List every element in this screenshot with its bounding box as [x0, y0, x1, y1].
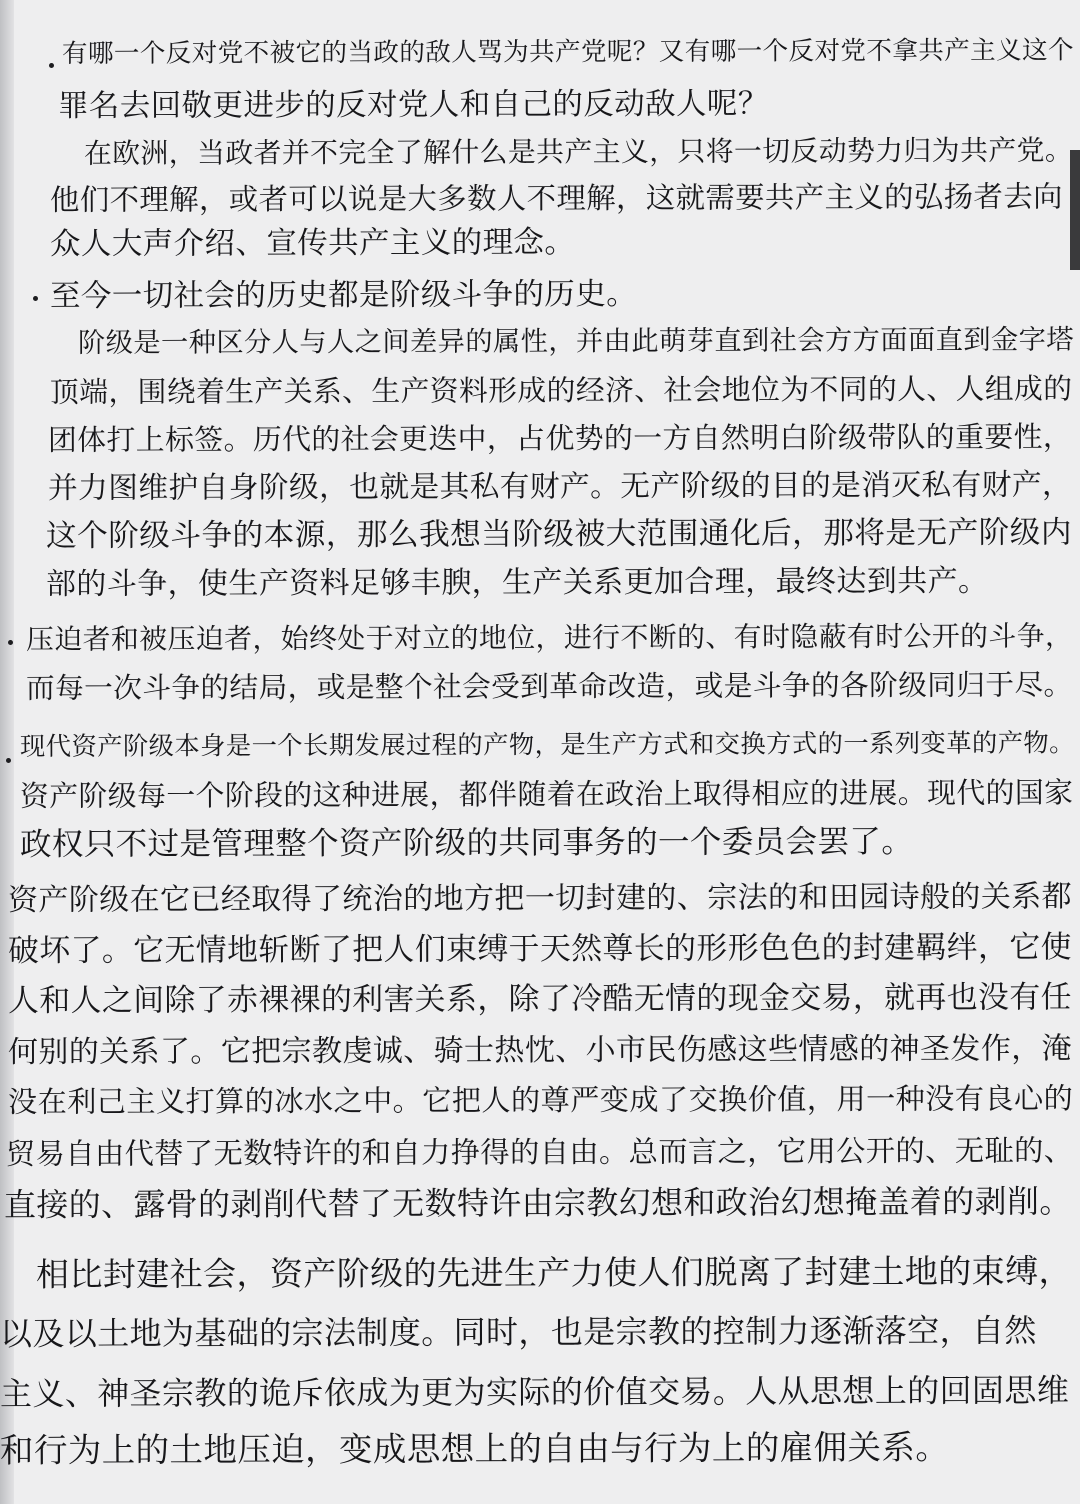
text-line-13: 压迫者和被压迫者，始终处于对立的地位，进行不断的、有时隐蔽有时公开的斗争， — [25, 619, 1074, 656]
text-line-3: 在欧洲，当政者并不完全了解什么是共产主义，只将一切反动势力归为共产党。 — [83, 133, 1074, 170]
text-line-2: 罪名去回敬更进步的反对党人和自己的反动敌人呢？ — [57, 86, 769, 124]
text-line-26: 以及以土地为基础的宗法制度。同时，也是宗教的控制力逐渐落空，自然 — [0, 1311, 1037, 1353]
bullet-2 — [33, 296, 38, 301]
text-line-8: 顶端，围绕着生产关系、生产资料形成的经济、社会地位为不同的人、人组成的 — [49, 371, 1073, 409]
text-line-28: 和行为上的土地压迫，变成思想上的自由与行为上的雇佣关系。 — [0, 1427, 950, 1470]
text-line-12: 部的斗争，使生产资料足够丰腴，生产关系更加合理，最终达到共产。 — [45, 563, 989, 602]
text-line-11: 这个阶级斗争的本源，那么我想当阶级被大范围通化后，那将是无产阶级内 — [45, 515, 1072, 554]
text-line-22: 没在利己主义打算的冰水之中。它把人的尊严变成了交换价值，用一种没有良心的 — [7, 1081, 1074, 1119]
text-line-15: 现代资产阶级本身是一个长期发展过程的产物，是生产方式和交换方式的一系列变革的产物。 — [19, 727, 1075, 761]
text-line-19: 破坏了。它无情地斩断了把人们束缚于天然尊长的形形色色的封建羁绊，它使 — [7, 929, 1072, 969]
text-line-6: 至今一切社会的历史都是阶级斗争的历史。 — [49, 276, 638, 314]
bullet-4 — [6, 758, 11, 763]
text-line-18: 资产阶级在它已经取得了统治的地方把一切封建的、宗法的和田园诗般的关系都 — [7, 879, 1073, 918]
text-line-16: 资产阶级每一个阶段的这种进展，都伴随着在政治上取得相应的进展。现代的国家 — [19, 775, 1074, 813]
text-line-1: 有哪一个反对党不被它的当政的敌人骂为共产党呢？又有哪一个反对党不拿共产主义这个 — [61, 35, 1074, 69]
text-line-27: 主义、神圣宗教的诡斥依成为更为实际的价值交易。人从思想上的回固思维 — [0, 1371, 1070, 1413]
page-left-edge — [0, 0, 14, 1504]
text-line-5: 众人大声介绍、宣传共产主义的理念。 — [49, 225, 576, 262]
text-line-4: 他们不理解，或者可以说是大多数人不理解，这就需要共产主义的弘扬者去向 — [49, 179, 1063, 217]
text-line-25: 相比封建社会，资产阶级的先进生产力使人们脱离了封建土地的束缚， — [35, 1251, 1072, 1294]
bullet-1 — [49, 63, 54, 68]
text-line-24: 直接的、露骨的剥削代替了无数特许由宗教幻想和政治幻想掩盖着的剥削。 — [3, 1182, 1072, 1224]
text-line-21: 何别的关系了。它把宗教虔诚、骑士热忱、小市民伤感这些情感的神圣发作，淹 — [7, 1031, 1073, 1070]
text-line-7: 阶级是一种区分人与人之间差异的属性，并由此萌芽直到社会方方面面直到金字塔 — [77, 324, 1075, 359]
text-line-20: 人和人之间除了赤裸裸的利害关系，除了冷酷无情的现金交易，就再也没有任 — [7, 979, 1072, 1019]
page-right-edge — [1070, 150, 1080, 270]
text-line-14: 而每一次斗争的结局，或是整个社会受到革命改造，或是斗争的各阶级同归于尽。 — [25, 667, 1073, 705]
text-line-23: 贸易自由代替了无数特许的和自力挣得的自由。总而言之，它用公开的、无耻的、 — [5, 1133, 1074, 1171]
text-line-9: 团体打上标签。历代的社会更迭中，占优势的一方自然明白阶级带队的重要性， — [47, 419, 1073, 457]
text-line-17: 政权只不过是管理整个资产阶级的共同事务的一个委员会罢了。 — [19, 823, 914, 863]
text-line-10: 并力图维护自身阶级，也就是其私有财产。无产阶级的目的是消灭私有财产， — [47, 467, 1073, 506]
bullet-3 — [8, 640, 13, 645]
